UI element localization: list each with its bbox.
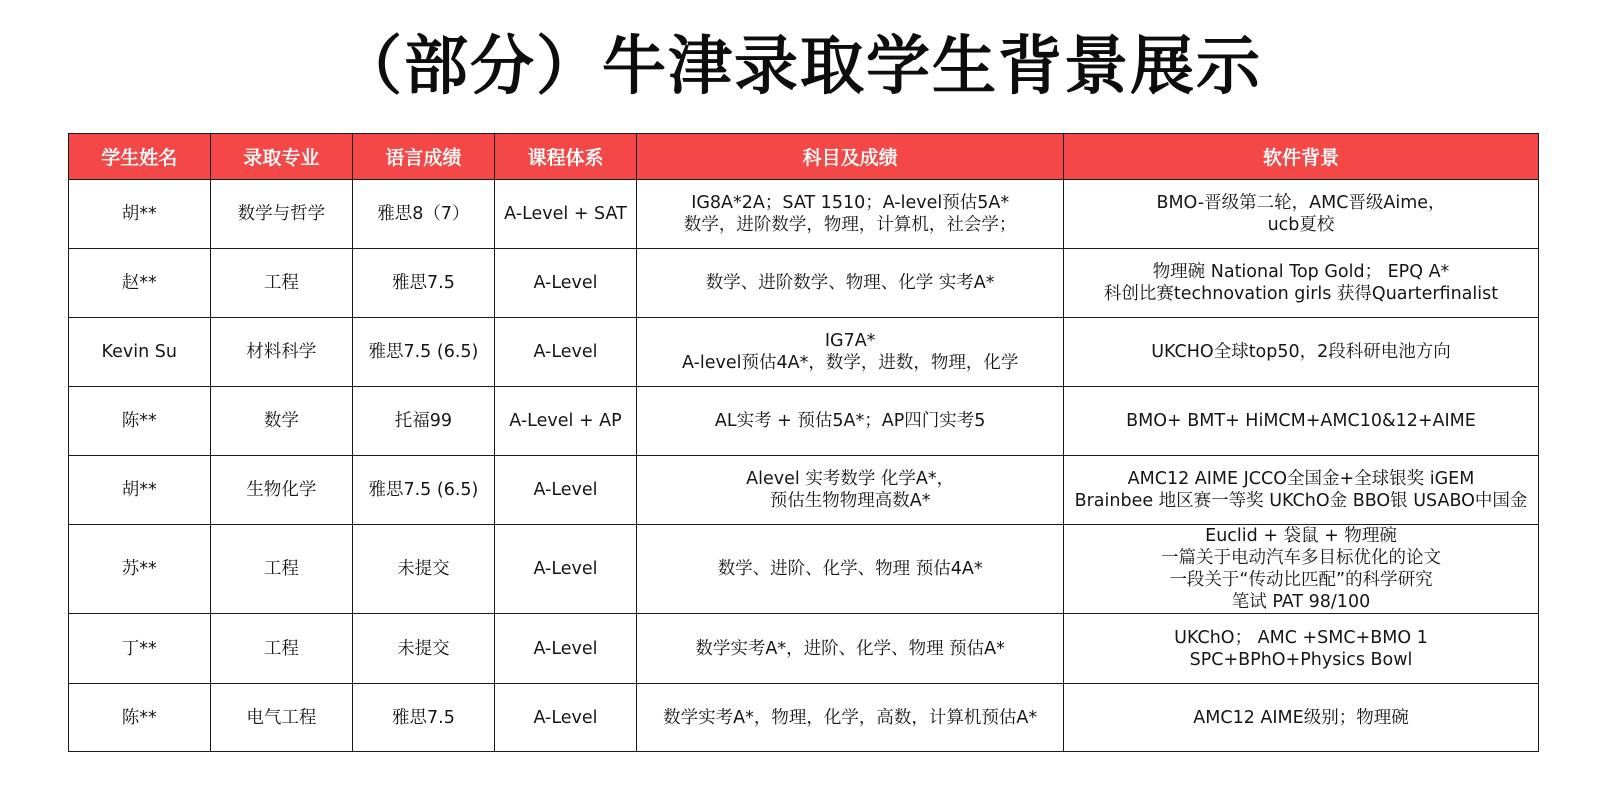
cell-background-line: UKChO； AMC +SMC+BMO 1 <box>1174 627 1428 648</box>
cell-major: 工程 <box>210 249 353 318</box>
cell-language-score: 未提交 <box>353 614 495 684</box>
cell-subjects-line: Alevel 实考数学 化学A*， <box>746 469 955 489</box>
cell-background-line: 一段关于“传动比匹配”的科学研究 <box>1169 570 1433 590</box>
cell-subjects <box>637 456 1064 525</box>
cell-major: 工程 <box>210 525 353 614</box>
page-title: （部分）牛津录取学生背景展示 <box>338 30 1262 104</box>
cell-student-name: 苏** <box>69 525 211 614</box>
cell-curriculum: A-Level <box>494 249 637 318</box>
table-row <box>69 614 1539 684</box>
cell-background-line: ucb夏校 <box>1267 215 1335 235</box>
cell-language-score: 雅思7.5 <box>353 684 495 752</box>
table-row <box>69 456 1539 525</box>
cell-background-line: Euclid + 袋鼠 + 物理碗 <box>1205 526 1397 546</box>
cell-subjects-line: IG7A* <box>824 331 876 351</box>
column-header-background: 软件背景 <box>1064 134 1539 180</box>
cell-subjects-line: IG8A*2A；SAT 1510；A-level预估5A* <box>691 193 1010 213</box>
table-row <box>69 684 1539 752</box>
column-header-subjects: 科目及成绩 <box>637 134 1064 180</box>
cell-background-line: AMC12 AIME JCCO全国金+全球银奖 iGEM <box>1127 469 1475 489</box>
cell-background-line: 科创比赛technovation girls 获得Quarterfinalist <box>1103 284 1499 304</box>
cell-background <box>1064 525 1539 614</box>
cell-curriculum: A-Level <box>494 456 637 525</box>
cell-background-line: BMO+ BMT+ HiMCM+AMC10&12+AIME <box>1126 411 1476 431</box>
cell-background <box>1064 180 1539 249</box>
cell-language-score: 雅思7.5 <box>353 249 495 318</box>
table-row <box>69 180 1539 249</box>
cell-subjects-line: 数学、进阶数学、物理、化学 实考A* <box>705 273 995 293</box>
column-header-language: 语言成绩 <box>353 134 495 180</box>
cell-subjects-line: A-level预估4A*，数学，进数，物理，化学 <box>681 353 1019 373</box>
column-header-major: 录取专业 <box>210 134 353 180</box>
cell-student-name: Kevin Su <box>69 318 211 387</box>
cell-subjects-line: 数学，进阶数学，物理，计算机，社会学； <box>683 215 1017 235</box>
cell-major: 数学 <box>210 387 353 456</box>
cell-background <box>1064 249 1539 318</box>
cell-subjects <box>637 387 1064 456</box>
cell-background <box>1064 684 1539 752</box>
column-header-name: 学生姓名 <box>69 134 211 180</box>
cell-subjects-line: 预估生物物理高数A* <box>769 491 931 511</box>
cell-background <box>1064 387 1539 456</box>
cell-subjects-line: AL实考 + 预估5A*；AP四门实考5 <box>714 411 986 431</box>
cell-student-name: 陈** <box>69 387 211 456</box>
cell-subjects-line: 数学实考A*，物理，化学，高数，计算机预估A* <box>663 707 1038 728</box>
cell-background-line: UKCHO全球top50，2段科研电池方向 <box>1151 342 1451 362</box>
cell-student-name: 丁** <box>69 614 211 684</box>
cell-subjects <box>637 525 1064 614</box>
table-row <box>69 525 1539 614</box>
cell-language-score: 雅思7.5 (6.5) <box>353 318 495 387</box>
cell-subjects <box>637 614 1064 684</box>
cell-major: 数学与哲学 <box>210 180 353 249</box>
cell-curriculum: A-Level <box>494 684 637 752</box>
cell-subjects <box>637 684 1064 752</box>
admission-table <box>68 133 1539 752</box>
cell-major: 材料科学 <box>210 318 353 387</box>
table-row <box>69 318 1539 387</box>
table-header <box>69 134 1539 180</box>
header-row <box>69 134 1539 180</box>
cell-subjects <box>637 180 1064 249</box>
cell-background <box>1064 614 1539 684</box>
cell-language-score: 雅思7.5 (6.5) <box>353 456 495 525</box>
cell-language-score: 未提交 <box>353 525 495 614</box>
cell-curriculum: A-Level <box>494 614 637 684</box>
cell-curriculum: A-Level <box>494 525 637 614</box>
cell-language-score: 托福99 <box>353 387 495 456</box>
cell-curriculum: A-Level + SAT <box>494 180 637 249</box>
cell-student-name: 胡** <box>69 456 211 525</box>
cell-major: 工程 <box>210 614 353 684</box>
cell-subjects <box>637 318 1064 387</box>
cell-background-line: SPC+BPhO+Physics Bowl <box>1189 649 1413 670</box>
cell-background-line: 一篇关于电动汽车多目标优化的论文 <box>1161 548 1441 568</box>
table-row <box>69 249 1539 318</box>
cell-student-name: 陈** <box>69 684 211 752</box>
cell-curriculum: A-Level + AP <box>494 387 637 456</box>
table-body <box>69 180 1539 752</box>
cell-student-name: 胡** <box>69 180 211 249</box>
cell-subjects <box>637 249 1064 318</box>
cell-background-line: AMC12 AIME级别；物理碗 <box>1193 707 1409 728</box>
cell-curriculum: A-Level <box>494 318 637 387</box>
cell-major: 生物化学 <box>210 456 353 525</box>
cell-background-line: 笔试 PAT 98/100 <box>1231 592 1371 612</box>
cell-subjects-line: 数学实考A*，进阶、化学、物理 预估A* <box>695 638 1005 659</box>
cell-background-line: BMO-晋级第二轮，AMC晋级Aime， <box>1156 193 1446 213</box>
cell-background <box>1064 318 1539 387</box>
cell-background-line: Brainbee 地区赛一等奖 UKChO金 BBO银 USABO中国金 <box>1074 491 1528 511</box>
cell-background <box>1064 456 1539 525</box>
column-header-curriculum: 课程体系 <box>494 134 637 180</box>
cell-subjects-line: 数学、进阶、化学、物理 预估4A* <box>717 559 983 579</box>
cell-background-line: 物理碗 National Top Gold； EPQ A* <box>1152 262 1450 282</box>
cell-student-name: 赵** <box>69 249 211 318</box>
table-row <box>69 387 1539 456</box>
cell-major: 电气工程 <box>210 684 353 752</box>
cell-language-score: 雅思8（7） <box>353 180 495 249</box>
